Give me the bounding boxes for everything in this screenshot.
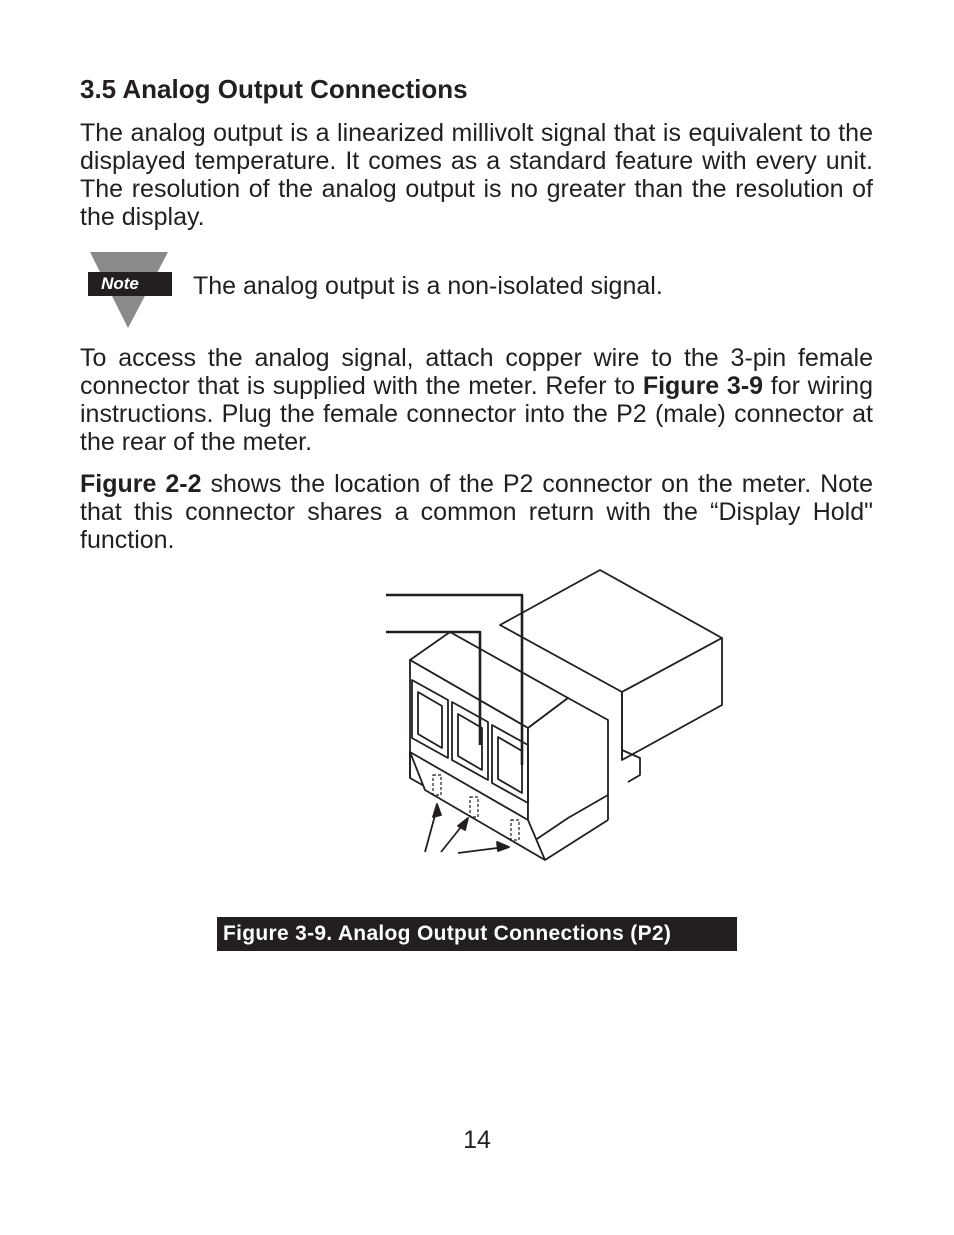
section-heading: 3.5 Analog Output Connections bbox=[80, 74, 468, 104]
location-paragraph: Figure 2-2 shows the location of the P2 connector on the meter. Note that this connector shares a common return with the “Display Hold" function. bbox=[80, 470, 873, 554]
figure-3-9-reference: Figure 3-9 bbox=[642, 372, 764, 400]
access-paragraph: To access the analog signal, attach copper wire to the 3-pin female connector that is supplied with the meter. Refer to Figure 3-9 for wiring instructions. Plug the female connector into the P2 (male) connector at the rear of the meter. bbox=[80, 344, 873, 456]
note-badge-label: Note bbox=[101, 274, 139, 293]
intro-paragraph: The analog output is a linearized millivolt signal that is equivalent to the displayed temperature. It comes as a standard feature with every unit. The resolution of the analog output is no greater than the resolution of the display. bbox=[80, 119, 873, 231]
note-icon bbox=[88, 252, 172, 330]
note-text: The analog output is a non-isolated signal. bbox=[193, 272, 663, 300]
connector-illustration bbox=[380, 565, 730, 865]
page-number: 14 bbox=[463, 1126, 491, 1154]
figure-caption: Figure 3-9. Analog Output Connections (P2) bbox=[217, 917, 737, 951]
figure-2-2-reference: Figure 2-2 bbox=[80, 470, 202, 498]
